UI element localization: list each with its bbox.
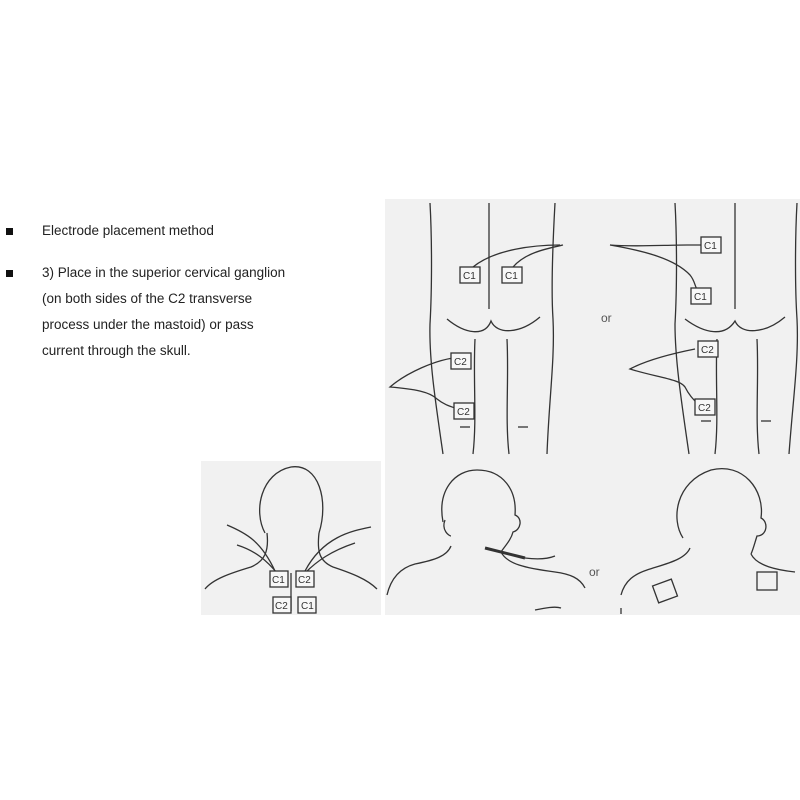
bullet-text-line-1: 3) Place in the superior cervical ganglion — [42, 265, 286, 280]
electrode-label-c2-mid: C2 — [454, 357, 467, 368]
bullet-text-line-3: process under the mastoid) or pass — [42, 317, 254, 332]
or-label-bottom: or — [589, 565, 600, 579]
electrode-label-c1-right: C1 — [505, 271, 518, 282]
electrode-label-c1-lower: C1 — [694, 292, 707, 303]
bullet-marker — [6, 228, 13, 235]
head-diagram — [385, 460, 800, 615]
legs-diagram — [385, 199, 800, 460]
legs-electrode-figure — [385, 199, 800, 460]
electrode-label-c2-low: C2 — [457, 407, 470, 418]
neck-label-c2-right: C2 — [298, 575, 311, 586]
neck-label-c1-left: C1 — [272, 575, 285, 586]
electrode-label-c1-top: C1 — [704, 241, 717, 252]
or-label-top: or — [601, 311, 612, 325]
neck-label-c2-left: C2 — [275, 601, 288, 612]
head-electrode-figure — [385, 460, 800, 615]
electrode-label-c2-lower: C2 — [698, 403, 711, 414]
neck-diagram — [201, 461, 381, 615]
bullet-text-line-2: (on both sides of the C2 transverse — [42, 291, 253, 306]
bullet-text-line-4: current through the skull. — [42, 343, 191, 358]
neck-electrode-figure — [201, 461, 381, 615]
electrode-label-c1-left: C1 — [463, 271, 476, 282]
electrode-label-c2-upper: C2 — [701, 345, 714, 356]
bullet-text: Electrode placement method — [42, 223, 214, 238]
neck-label-c1-right: C1 — [301, 601, 314, 612]
bullet-marker — [6, 270, 13, 277]
